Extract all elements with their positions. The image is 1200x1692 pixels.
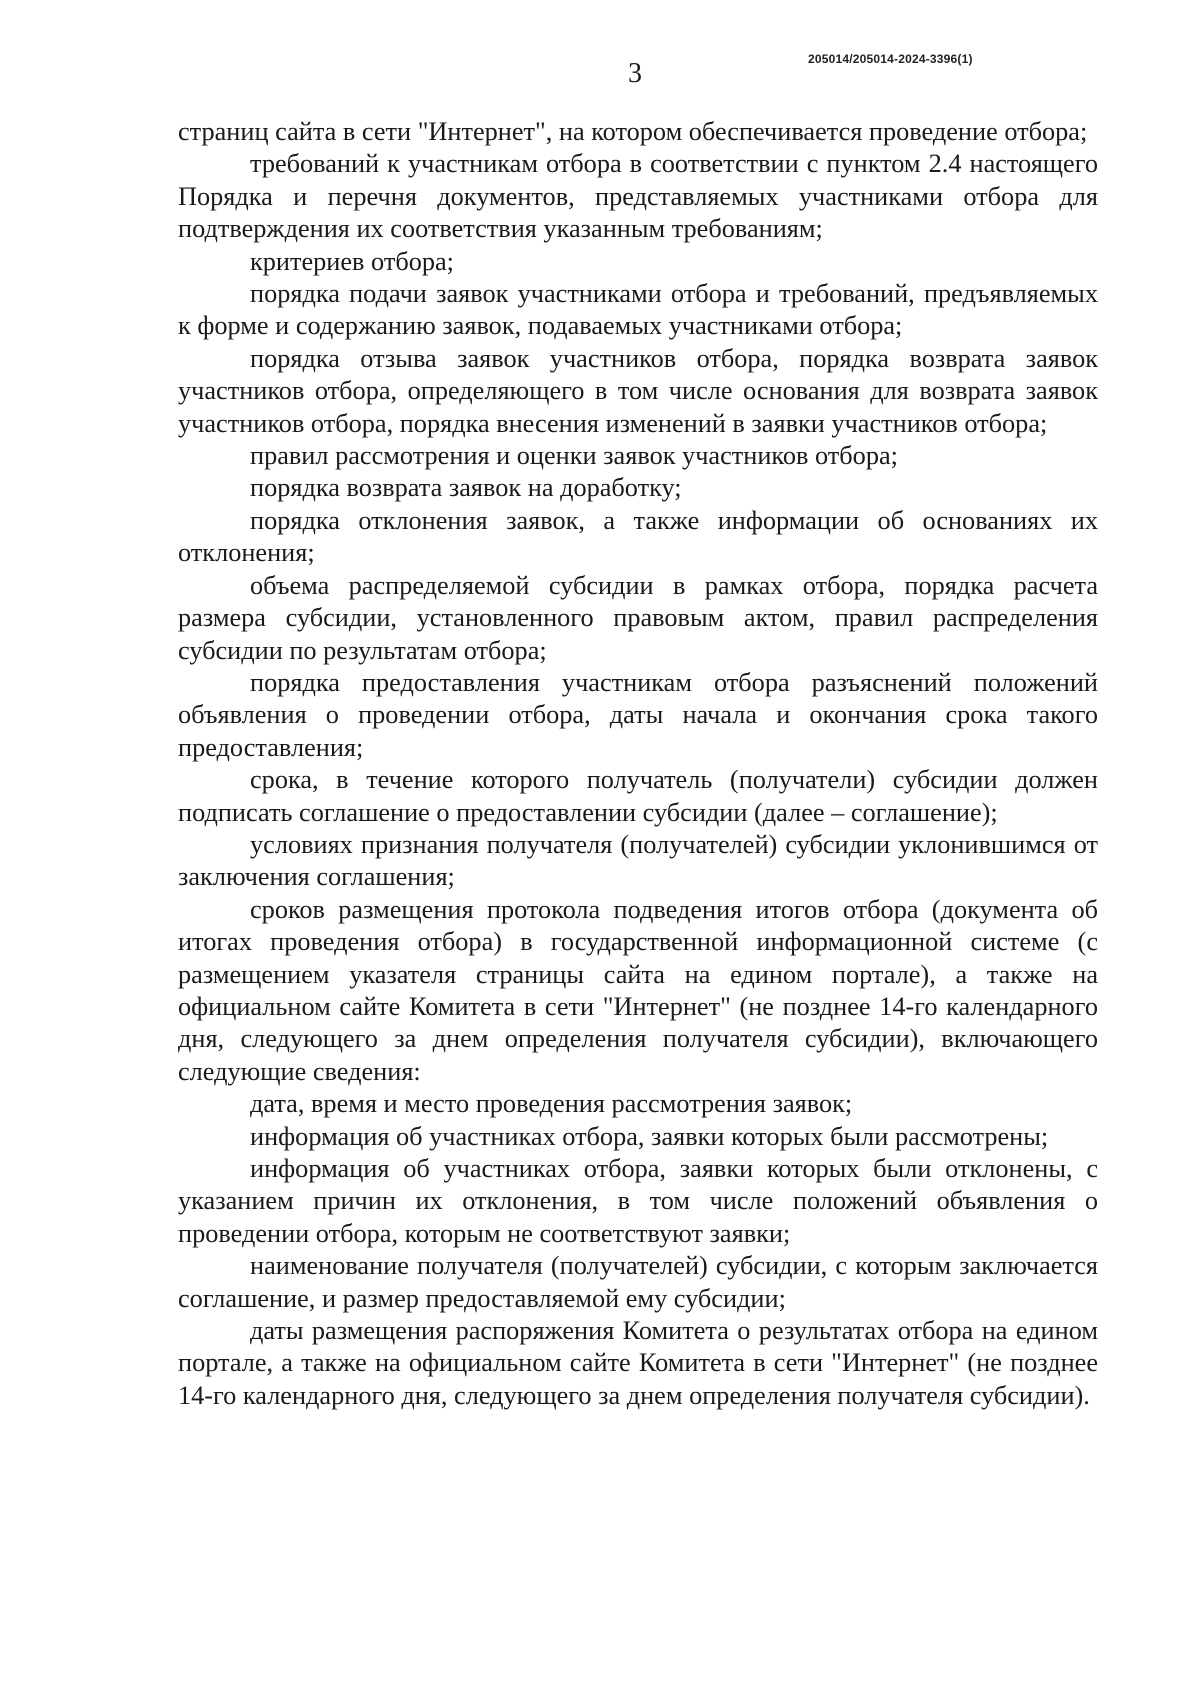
paragraph: наименование получателя (получателей) субсидии, с которым заключается соглашение, и размер предоставляемой ему субсидии; bbox=[178, 1251, 1098, 1313]
paragraph: порядка возврата заявок на доработку; bbox=[250, 473, 682, 503]
paragraph: правил рассмотрения и оценки заявок участников отбора; bbox=[250, 441, 898, 471]
paragraph: информация об участниках отбора, заявки которых были рассмотрены; bbox=[250, 1121, 1049, 1151]
paragraph: срока, в течение которого получатель (получатели) субсидии должен подписать соглашение о предоставлении субсидии (далее – соглашение); bbox=[178, 765, 1098, 827]
paragraph: порядка отклонения заявок, а также информации об основаниях их отклонения; bbox=[178, 505, 1098, 568]
paragraph: сроков размещения протокола подведения итогов отбора (документа об итогах проведения отбора) в государственной информационной системе (с размещением указателя страницы сайта на едином портале), а также на официальном сайте Комитета в сети "Интернет" (не позднее 14-го календарного дня, следующего за днем определения получателя субсидии), включающего следующие сведения: bbox=[178, 894, 1098, 1086]
paragraph: порядка отзыва заявок участников отбора, порядка возврата заявок участников отбора, определяющего в том числе основания для возврата заявок участников отбора, порядка внесения изменений в заявки участников отбора; bbox=[178, 343, 1098, 438]
paragraph: информация об участниках отбора, заявки которых были отклонены, с указанием причин их отклонения, в том числе положений объявления о проведении отбора, которым не соответствуют заявки; bbox=[178, 1154, 1098, 1248]
paragraph: даты размещения распоряжения Комитета о результатах отбора на едином портале, а также на официальном сайте Комитета в сети "Интернет" (не позднее 14-го календарного дня, следующего за днем определения получателя субсидии). bbox=[178, 1316, 1098, 1410]
document-body bbox=[178, 116, 1098, 1412]
paragraph: порядка подачи заявок участниками отбора и требований, предъявляемых к форме и содержанию заявок, подаваемых участниками отбора; bbox=[178, 279, 1098, 341]
paragraph: страниц сайта в сети "Интернет", на котором обеспечивается проведение отбора; bbox=[178, 117, 1088, 146]
paragraph: дата, время и место проведения рассмотрения заявок; bbox=[250, 1089, 853, 1119]
paragraph: требований к участникам отбора в соответствии с пунктом 2.4 настоящего Порядка и перечня документов, представляемых участниками отбора для подтверждения их соответствия указанным требованиям; bbox=[178, 149, 1098, 244]
paragraph: порядка предоставления участникам отбора разъяснений положений объявления о проведении отбора, даты начала и окончания срока такого предоставления; bbox=[178, 667, 1098, 762]
paragraph: условиях признания получателя (получателей) субсидии уклонившимся от заключения соглашения; bbox=[178, 829, 1098, 892]
document-id: 205014/205014-2024-3396(1) bbox=[808, 52, 973, 66]
paragraph: объема распределяемой субсидии в рамках отбора, порядка расчета размера субсидии, установленного правовым актом, правил распределения субсидии по результатам отбора; bbox=[178, 570, 1098, 665]
paragraph: критериев отбора; bbox=[250, 246, 454, 276]
page-number: 3 bbox=[628, 58, 642, 89]
